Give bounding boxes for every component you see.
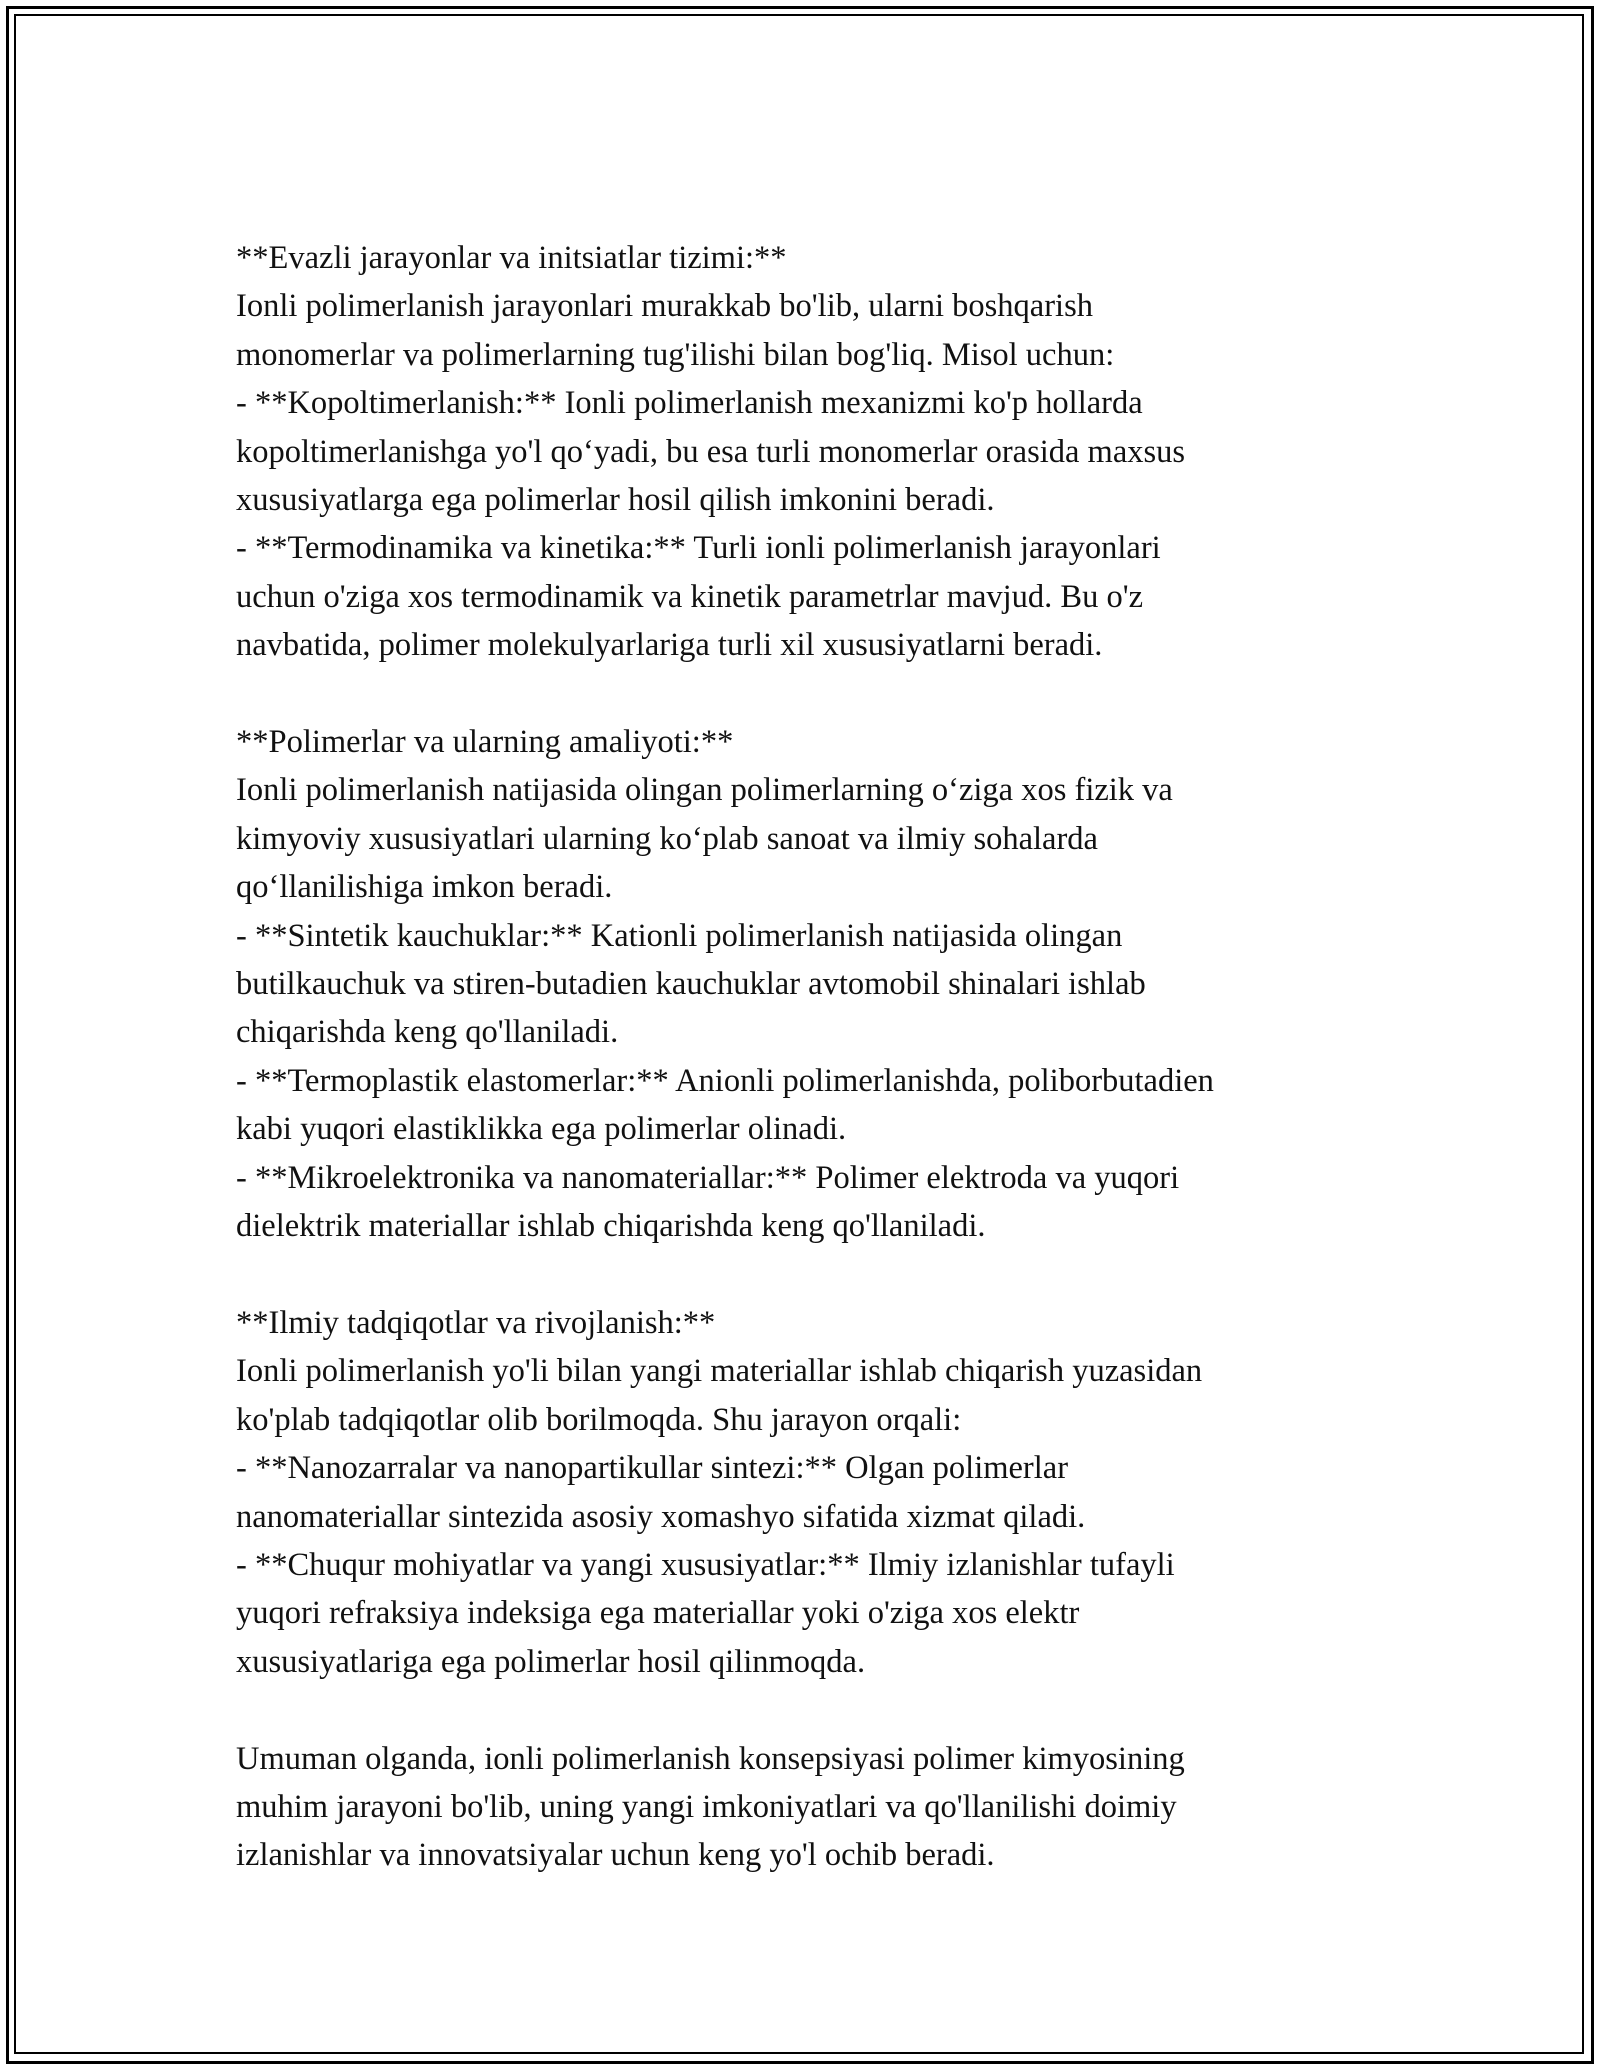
section-heading: **Polimerlar va ularning amaliyoti:** [236, 724, 734, 761]
text-line: chiqarishda keng qo'llaniladi. [236, 1014, 619, 1051]
text-line: nanomateriallar sintezida asosiy xomashyo sifatida xizmat qiladi. [236, 1498, 1086, 1535]
text-line: navbatida, polimer molekulyarlariga turli xil xususiyatlarni beradi. [236, 627, 1103, 664]
text-line: izlanishlar va innovatsiyalar uchun keng yo'l ochib beradi. [236, 1837, 995, 1874]
text-line: xususiyatlariga ega polimerlar hosil qilinmoqda. [236, 1643, 866, 1680]
section-conclusion [236, 1735, 1396, 1880]
bullet-line: - **Kopoltimerlanish:** Ionli polimerlanish mexanizmi ko'p hollarda [236, 385, 1143, 422]
text-line: Ionli polimerlanish jarayonlari murakkab bo'lib, ularni boshqarish [236, 288, 1093, 325]
section-ilmiy-tadqiqotlar [236, 1299, 1396, 1686]
text-line: kopoltimerlanishga yo'l qo‘yadi, bu esa turli monomerlar orasida maxsus [236, 433, 1186, 470]
text-line: Umuman olganda, ionli polimerlanish konsepsiyasi polimer kimyosining [236, 1740, 1185, 1777]
text-line: kimyoviy xususiyatlari ularning ko‘plab sanoat va ilmiy sohalarda [236, 820, 1098, 857]
bullet-line: - **Chuqur mohiyatlar va yangi xususiyatlar:** Ilmiy izlanishlar tufayli [236, 1546, 1175, 1583]
text-line: uchun o'ziga xos termodinamik va kinetik parametrlar mavjud. Bu o'z [236, 578, 1144, 615]
text-line: Ionli polimerlanish yo'li bilan yangi materiallar ishlab chiqarish yuzasidan [236, 1353, 1203, 1390]
section-heading: **Ilmiy tadqiqotlar va rivojlanish:** [236, 1304, 716, 1341]
text-line: ko'plab tadqiqotlar olib borilmoqda. Shu jarayon orqali: [236, 1401, 962, 1438]
document-body [236, 234, 1396, 1928]
text-line: muhim jarayoni bo'lib, uning yangi imkoniyatlari va qo'llanilishi doimiy [236, 1788, 1177, 1825]
text-line: Ionli polimerlanish natijasida olingan polimerlarning o‘ziga xos fizik va [236, 772, 1173, 809]
text-line: yuqori refraksiya indeksiga ega materiallar yoki o'ziga xos elektr [236, 1595, 1080, 1632]
section-heading: **Evazli jarayonlar va initsiatlar tizimi:** [236, 240, 787, 276]
bullet-line: - **Termoplastik elastomerlar:** Anionli polimerlanishda, poliborbutadien [236, 1062, 1214, 1099]
section-polimerlar-amaliyoti [236, 718, 1396, 1250]
text-line: monomerlar va polimerlarning tug'ilishi bilan bog'liq. Misol uchun: [236, 336, 1115, 373]
section-evazli-jarayonlar [236, 234, 1396, 670]
text-line: dielektrik materiallar ishlab chiqarishda keng qo'llaniladi. [236, 1208, 986, 1245]
text-line: xususiyatlarga ega polimerlar hosil qilish imkonini beradi. [236, 482, 995, 519]
bullet-line: - **Sintetik kauchuklar:** Kationli polimerlanish natijasida olingan [236, 917, 1123, 954]
text-line: kabi yuqori elastiklikka ega polimerlar olinadi. [236, 1111, 847, 1148]
bullet-line: - **Nanozarralar va nanopartikullar sintezi:** Olgan polimerlar [236, 1450, 1069, 1487]
text-line: qo‘llanilishiga imkon beradi. [236, 869, 613, 906]
text-line: butilkauchuk va stiren-butadien kauchuklar avtomobil shinalari ishlab [236, 966, 1146, 1003]
bullet-line: - **Termodinamika va kinetika:** Turli ionli polimerlanish jarayonlari [236, 530, 1161, 567]
bullet-line: - **Mikroelektronika va nanomateriallar:** Polimer elektroda va yuqori [236, 1159, 1180, 1196]
